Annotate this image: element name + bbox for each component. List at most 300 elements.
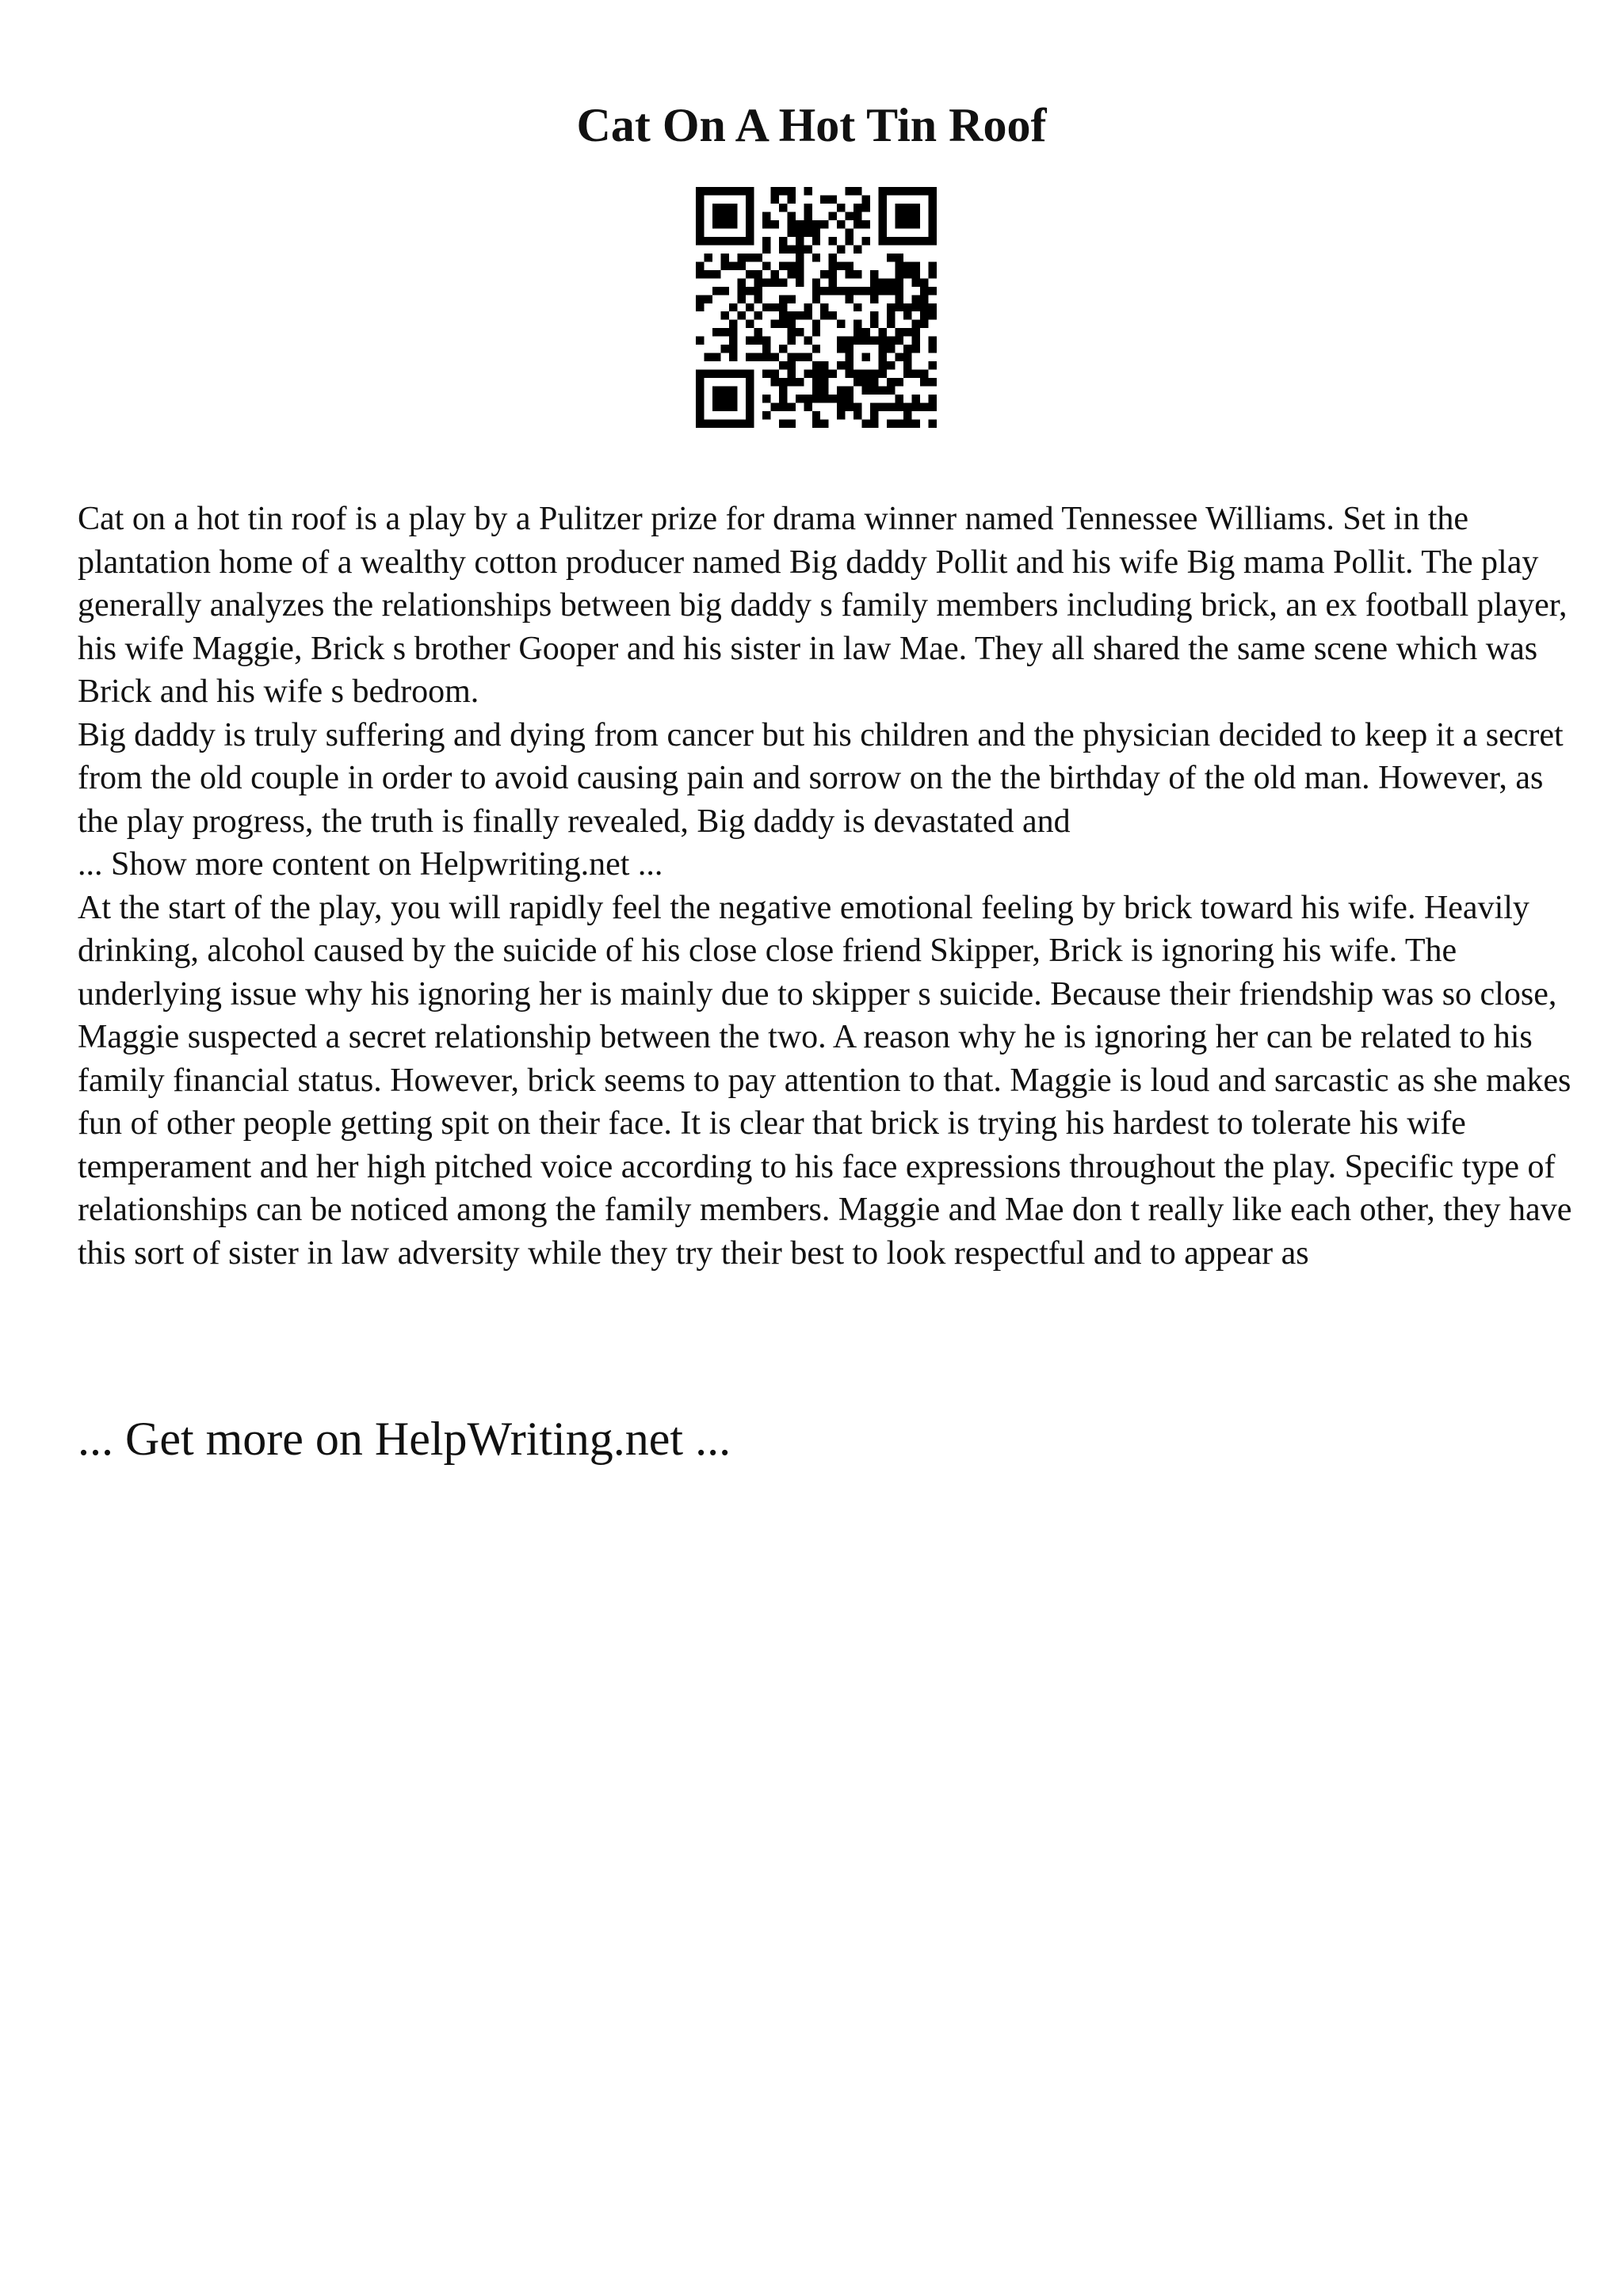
qr-module: [729, 370, 737, 378]
qr-module: [862, 420, 870, 428]
qr-module: [920, 187, 928, 195]
qr-module: [696, 220, 704, 228]
qr-module: [829, 370, 837, 378]
qr-module: [812, 395, 820, 402]
qr-module: [746, 195, 754, 203]
qr-module: [812, 378, 820, 386]
qr-module: [804, 395, 812, 402]
qr-module: [729, 320, 737, 328]
qr-module: [912, 187, 920, 195]
qr-module: [837, 287, 845, 295]
qr-module: [903, 361, 911, 369]
qr-module: [746, 303, 754, 311]
qr-module: [854, 187, 861, 195]
qr-module: [887, 337, 895, 345]
paragraph-intro: Cat on a hot tin roof is a play by a Pulitzer prize for drama winner named Tennessee Williams. Set in the plantation home of a wealthy cotton producer named Big daddy Pollit and his wife Big mama Pollit. The play generally analyzes the relationships between big daddy s family members including brick, an ex football player, his wife Maggie, Brick s brother Gooper and his sister in law Mae. They all shared the same scene which was Brick and his wife s bedroom.: [78, 501, 1568, 710]
qr-module: [712, 387, 720, 395]
qr-module: [754, 337, 762, 345]
qr-module: [787, 187, 795, 195]
qr-module: [770, 353, 778, 361]
qr-module: [737, 295, 745, 303]
qr-module: [762, 353, 770, 361]
qr-module: [887, 378, 895, 386]
qr-module: [820, 395, 828, 402]
qr-module: [729, 403, 737, 411]
qr-module: [829, 254, 837, 261]
qr-module: [779, 303, 787, 311]
qr-module: [837, 320, 845, 328]
qr-module: [779, 387, 787, 395]
qr-module: [912, 420, 920, 428]
qr-module: [896, 328, 903, 336]
qr-module: [870, 411, 878, 419]
qr-module: [929, 204, 937, 212]
qr-module: [879, 228, 887, 236]
paragraph-analysis: At the start of the play, you will rapidly feel the negative emotional feeling by brick toward his wife. Heavily drinking, alcohol caused by the suicide of his close close friend Skipper, Brick is ignoring his wife. The underlying issue why his ignoring her is mainly due to skipper s suicide. Because their friendship was so close, Maggie suspected a secret relationship between the two. A reason why he is ignoring her can be related to his family financial status. However, brick seems to pay attention to that. Maggie is loud and sarcastic as she makes fun of other people getting spit on their face. It is clear that brick is trying his hardest to tolerate his wife temperament and her high pitched voice according to his face expressions throughout the play. Specific type of relationships can be noticed among the family members. Maggie and Mae don t really like each other, they have this sort of sister in law adversity while they try their best to look respectful and to appear as: [78, 889, 1572, 1272]
qr-module: [746, 337, 754, 345]
qr-module: [879, 328, 887, 336]
qr-module: [796, 220, 804, 228]
qr-module: [787, 403, 795, 411]
qr-module: [746, 370, 754, 378]
qr-module: [762, 212, 770, 219]
qr-module: [820, 361, 828, 369]
qr-module: [804, 370, 812, 378]
qr-module: [837, 387, 845, 395]
qr-module: [862, 337, 870, 345]
qr-module: [762, 278, 770, 286]
qr-module: [870, 270, 878, 278]
qr-module: [903, 420, 911, 428]
qr-module: [903, 370, 911, 378]
qr-module: [796, 328, 804, 336]
qr-module: [770, 378, 778, 386]
qr-module: [820, 303, 828, 311]
qr-module: [770, 370, 778, 378]
qr-module: [804, 245, 812, 253]
qr-module: [746, 378, 754, 386]
qr-module: [770, 303, 778, 311]
qr-module: [920, 303, 928, 311]
qr-module: [729, 261, 737, 269]
qr-module: [912, 270, 920, 278]
qr-module: [820, 311, 828, 319]
qr-module: [929, 212, 937, 219]
qr-module: [804, 337, 812, 345]
qr-module: [696, 187, 704, 195]
qr-module: [846, 337, 854, 345]
qr-module: [696, 403, 704, 411]
qr-module: [762, 303, 770, 311]
qr-module: [887, 287, 895, 295]
qr-module: [829, 195, 837, 203]
qr-module: [862, 220, 870, 228]
qr-module: [903, 345, 911, 353]
qr-module: [720, 220, 728, 228]
qr-module: [720, 287, 728, 295]
qr-module: [903, 187, 911, 195]
qr-module: [854, 378, 861, 386]
qr-module: [779, 420, 787, 428]
qr-module: [870, 420, 878, 428]
qr-module: [754, 328, 762, 336]
qr-module: [912, 237, 920, 245]
qr-module: [737, 261, 745, 269]
qr-module: [812, 278, 820, 286]
qr-module: [720, 311, 728, 319]
qr-module: [812, 228, 820, 236]
qr-module: [796, 245, 804, 253]
qr-module: [903, 311, 911, 319]
qr-module: [704, 295, 712, 303]
qr-module: [912, 395, 920, 402]
qr-module: [746, 270, 754, 278]
qr-module: [770, 195, 778, 203]
qr-module: [779, 261, 787, 269]
qr-module: [787, 420, 795, 428]
qr-module: [929, 187, 937, 195]
qr-module: [854, 245, 861, 253]
qr-module: [696, 387, 704, 395]
qr-module: [729, 345, 737, 353]
qr-module: [770, 320, 778, 328]
qr-module: [779, 395, 787, 402]
qr-module: [796, 228, 804, 236]
qr-module: [929, 261, 937, 269]
qr-module: [696, 204, 704, 212]
qr-module: [762, 261, 770, 269]
qr-module: [812, 411, 820, 419]
qr-module: [696, 261, 704, 269]
qr-module: [879, 220, 887, 228]
qr-module: [787, 295, 795, 303]
paragraph-plot: Big daddy is truly suffering and dying from cancer but his children and the physician decided to keep it a secret from the old couple in order to avoid causing pain and sorrow on the the birthday of the old man. However, as the play progress, the truth is finally revealed, Big daddy is devastated and: [78, 716, 1564, 840]
qr-module: [912, 345, 920, 353]
qr-module: [729, 420, 737, 428]
qr-module: [846, 228, 854, 236]
qr-module: [787, 245, 795, 253]
qr-module: [696, 237, 704, 245]
qr-module: [837, 220, 845, 228]
qr-module: [779, 204, 787, 212]
qr-module: [812, 320, 820, 328]
qr-module: [854, 204, 861, 212]
qr-module: [879, 345, 887, 353]
qr-module: [912, 370, 920, 378]
qr-module: [696, 295, 704, 303]
qr-module: [787, 370, 795, 378]
qr-module: [820, 270, 828, 278]
qr-module: [746, 387, 754, 395]
qr-module: [887, 187, 895, 195]
qr-module: [879, 337, 887, 345]
qr-module: [920, 237, 928, 245]
qr-module: [770, 220, 778, 228]
qr-module: [854, 270, 861, 278]
qr-module: [846, 361, 854, 369]
qr-module: [770, 270, 778, 278]
qr-module: [887, 311, 895, 319]
qr-module: [929, 337, 937, 345]
qr-module: [712, 420, 720, 428]
qr-module: [896, 237, 903, 245]
qr-module: [879, 361, 887, 369]
qr-module: [920, 370, 928, 378]
qr-module: [920, 320, 928, 328]
qr-module: [696, 337, 704, 345]
qr-module: [696, 378, 704, 386]
qr-module: [796, 278, 804, 286]
qr-module: [812, 361, 820, 369]
qr-module: [820, 370, 828, 378]
qr-module: [879, 278, 887, 286]
qr-module: [887, 420, 895, 428]
qr-module: [812, 287, 820, 295]
qr-module: [829, 395, 837, 402]
qr-module: [746, 228, 754, 236]
qr-module: [779, 245, 787, 253]
qr-module: [754, 295, 762, 303]
qr-module: [929, 237, 937, 245]
qr-module: [787, 337, 795, 345]
qr-module: [762, 411, 770, 419]
qr-module: [929, 287, 937, 295]
qr-module: [746, 420, 754, 428]
qr-module: [729, 204, 737, 212]
qr-module: [787, 311, 795, 319]
qr-module: [812, 420, 820, 428]
qr-module: [929, 303, 937, 311]
qr-module: [746, 254, 754, 261]
qr-module: [846, 403, 854, 411]
qr-module: [796, 395, 804, 402]
qr-module: [903, 353, 911, 361]
qr-module: [812, 254, 820, 261]
qr-module: [729, 303, 737, 311]
qr-module: [820, 195, 828, 203]
qr-module: [903, 204, 911, 212]
get-more-link[interactable]: ... Get more on HelpWriting.net ...: [78, 1413, 731, 1465]
qr-module: [854, 370, 861, 378]
qr-module: [712, 237, 720, 245]
qr-module: [870, 387, 878, 395]
qr-module: [746, 220, 754, 228]
qr-module: [729, 187, 737, 195]
qr-module: [887, 403, 895, 411]
qr-module: [796, 254, 804, 261]
qr-module: [903, 261, 911, 269]
qr-module: [862, 287, 870, 295]
qr-module: [862, 378, 870, 386]
qr-module: [720, 237, 728, 245]
qr-module: [837, 403, 845, 411]
qr-module: [704, 353, 712, 361]
qr-module: [754, 254, 762, 261]
qr-module: [887, 345, 895, 353]
qr-module: [729, 337, 737, 345]
qr-module: [746, 395, 754, 402]
qr-module: [862, 387, 870, 395]
qr-module: [903, 303, 911, 311]
qr-module: [720, 345, 728, 353]
qr-module: [787, 195, 795, 203]
document-body: [78, 498, 1575, 1275]
qr-module: [720, 403, 728, 411]
qr-module: [879, 353, 887, 361]
qr-module: [737, 187, 745, 195]
qr-module: [903, 328, 911, 336]
qr-module: [804, 353, 812, 361]
qr-module: [903, 403, 911, 411]
qr-module: [804, 311, 812, 319]
qr-module: [696, 228, 704, 236]
qr-module: [820, 378, 828, 386]
qr-module: [779, 378, 787, 386]
qr-module: [896, 337, 903, 345]
qr-module: [820, 287, 828, 295]
qr-module: [696, 270, 704, 278]
qr-module: [746, 403, 754, 411]
qr-module: [787, 261, 795, 269]
qr-module: [729, 212, 737, 219]
qr-module: [896, 420, 903, 428]
qr-module: [903, 212, 911, 219]
qr-module: [887, 254, 895, 261]
qr-module: [846, 353, 854, 361]
qr-module: [737, 420, 745, 428]
qr-module: [846, 345, 854, 353]
qr-module: [820, 387, 828, 395]
qr-module: [812, 220, 820, 228]
qr-module: [720, 328, 728, 336]
qr-module: [779, 320, 787, 328]
qr-module: [754, 287, 762, 295]
qr-module: [846, 187, 854, 195]
qr-module: [779, 361, 787, 369]
qr-module: [804, 220, 812, 228]
qr-module: [912, 212, 920, 219]
qr-module: [912, 261, 920, 269]
qr-module: [829, 270, 837, 278]
qr-module: [829, 287, 837, 295]
qr-module: [912, 220, 920, 228]
show-more-link[interactable]: ... Show more content on Helpwriting.net ...: [78, 846, 663, 883]
qr-module: [837, 337, 845, 345]
qr-module: [837, 204, 845, 212]
qr-module: [812, 387, 820, 395]
qr-module: [862, 204, 870, 212]
qr-module: [896, 278, 903, 286]
qr-module: [754, 353, 762, 361]
qr-code-graphic: [696, 187, 937, 428]
qr-module: [862, 353, 870, 361]
qr-module: [896, 254, 903, 261]
qr-module: [887, 361, 895, 369]
qr-module: [796, 237, 804, 245]
qr-module: [903, 270, 911, 278]
qr-module: [729, 387, 737, 395]
qr-module: [929, 270, 937, 278]
qr-module: [829, 278, 837, 286]
qr-module: [912, 328, 920, 336]
qr-module: [912, 278, 920, 286]
qr-module: [862, 370, 870, 378]
qr-module: [846, 261, 854, 269]
qr-module: [887, 320, 895, 328]
qr-module: [837, 261, 845, 269]
qr-module: [746, 237, 754, 245]
qr-module: [846, 395, 854, 402]
qr-module: [879, 387, 887, 395]
qr-module: [854, 403, 861, 411]
qr-module: [746, 287, 754, 295]
qr-module: [696, 370, 704, 378]
qr-module: [804, 212, 812, 219]
qr-module: [746, 204, 754, 212]
qr-module: [770, 278, 778, 286]
qr-module: [929, 420, 937, 428]
qr-module: [787, 320, 795, 328]
qr-module: [754, 278, 762, 286]
qr-module: [896, 403, 903, 411]
document-title: Cat On A Hot Tin Roof: [576, 99, 1047, 151]
qr-module: [887, 387, 895, 395]
qr-module: [804, 303, 812, 311]
qr-module: [829, 237, 837, 245]
qr-module: [862, 328, 870, 336]
qr-module: [720, 395, 728, 402]
qr-module: [896, 287, 903, 295]
qr-module: [746, 411, 754, 419]
qr-module: [720, 261, 728, 269]
qr-code-icon[interactable]: [696, 187, 937, 428]
qr-module: [812, 345, 820, 353]
qr-module: [854, 411, 861, 419]
qr-module: [879, 212, 887, 219]
qr-module: [879, 370, 887, 378]
qr-module: [812, 295, 820, 303]
qr-module: [712, 220, 720, 228]
qr-module: [796, 353, 804, 361]
qr-module: [720, 212, 728, 219]
qr-module: [896, 295, 903, 303]
qr-module: [920, 287, 928, 295]
qr-module: [720, 254, 728, 261]
qr-module: [896, 220, 903, 228]
qr-module: [920, 311, 928, 319]
qr-module: [929, 311, 937, 319]
qr-module: [729, 237, 737, 245]
qr-module: [837, 361, 845, 369]
qr-module: [820, 220, 828, 228]
qr-module: [896, 212, 903, 219]
qr-module: [887, 303, 895, 311]
qr-module: [912, 204, 920, 212]
qr-module: [929, 195, 937, 203]
qr-module: [712, 204, 720, 212]
qr-module: [729, 328, 737, 336]
qr-module: [837, 345, 845, 353]
qr-module: [762, 237, 770, 245]
qr-module: [796, 261, 804, 269]
qr-module: [846, 387, 854, 395]
qr-module: [720, 370, 728, 378]
qr-module: [870, 337, 878, 345]
qr-module: [812, 328, 820, 336]
qr-module: [704, 254, 712, 261]
qr-module: [746, 212, 754, 219]
qr-module: [729, 353, 737, 361]
